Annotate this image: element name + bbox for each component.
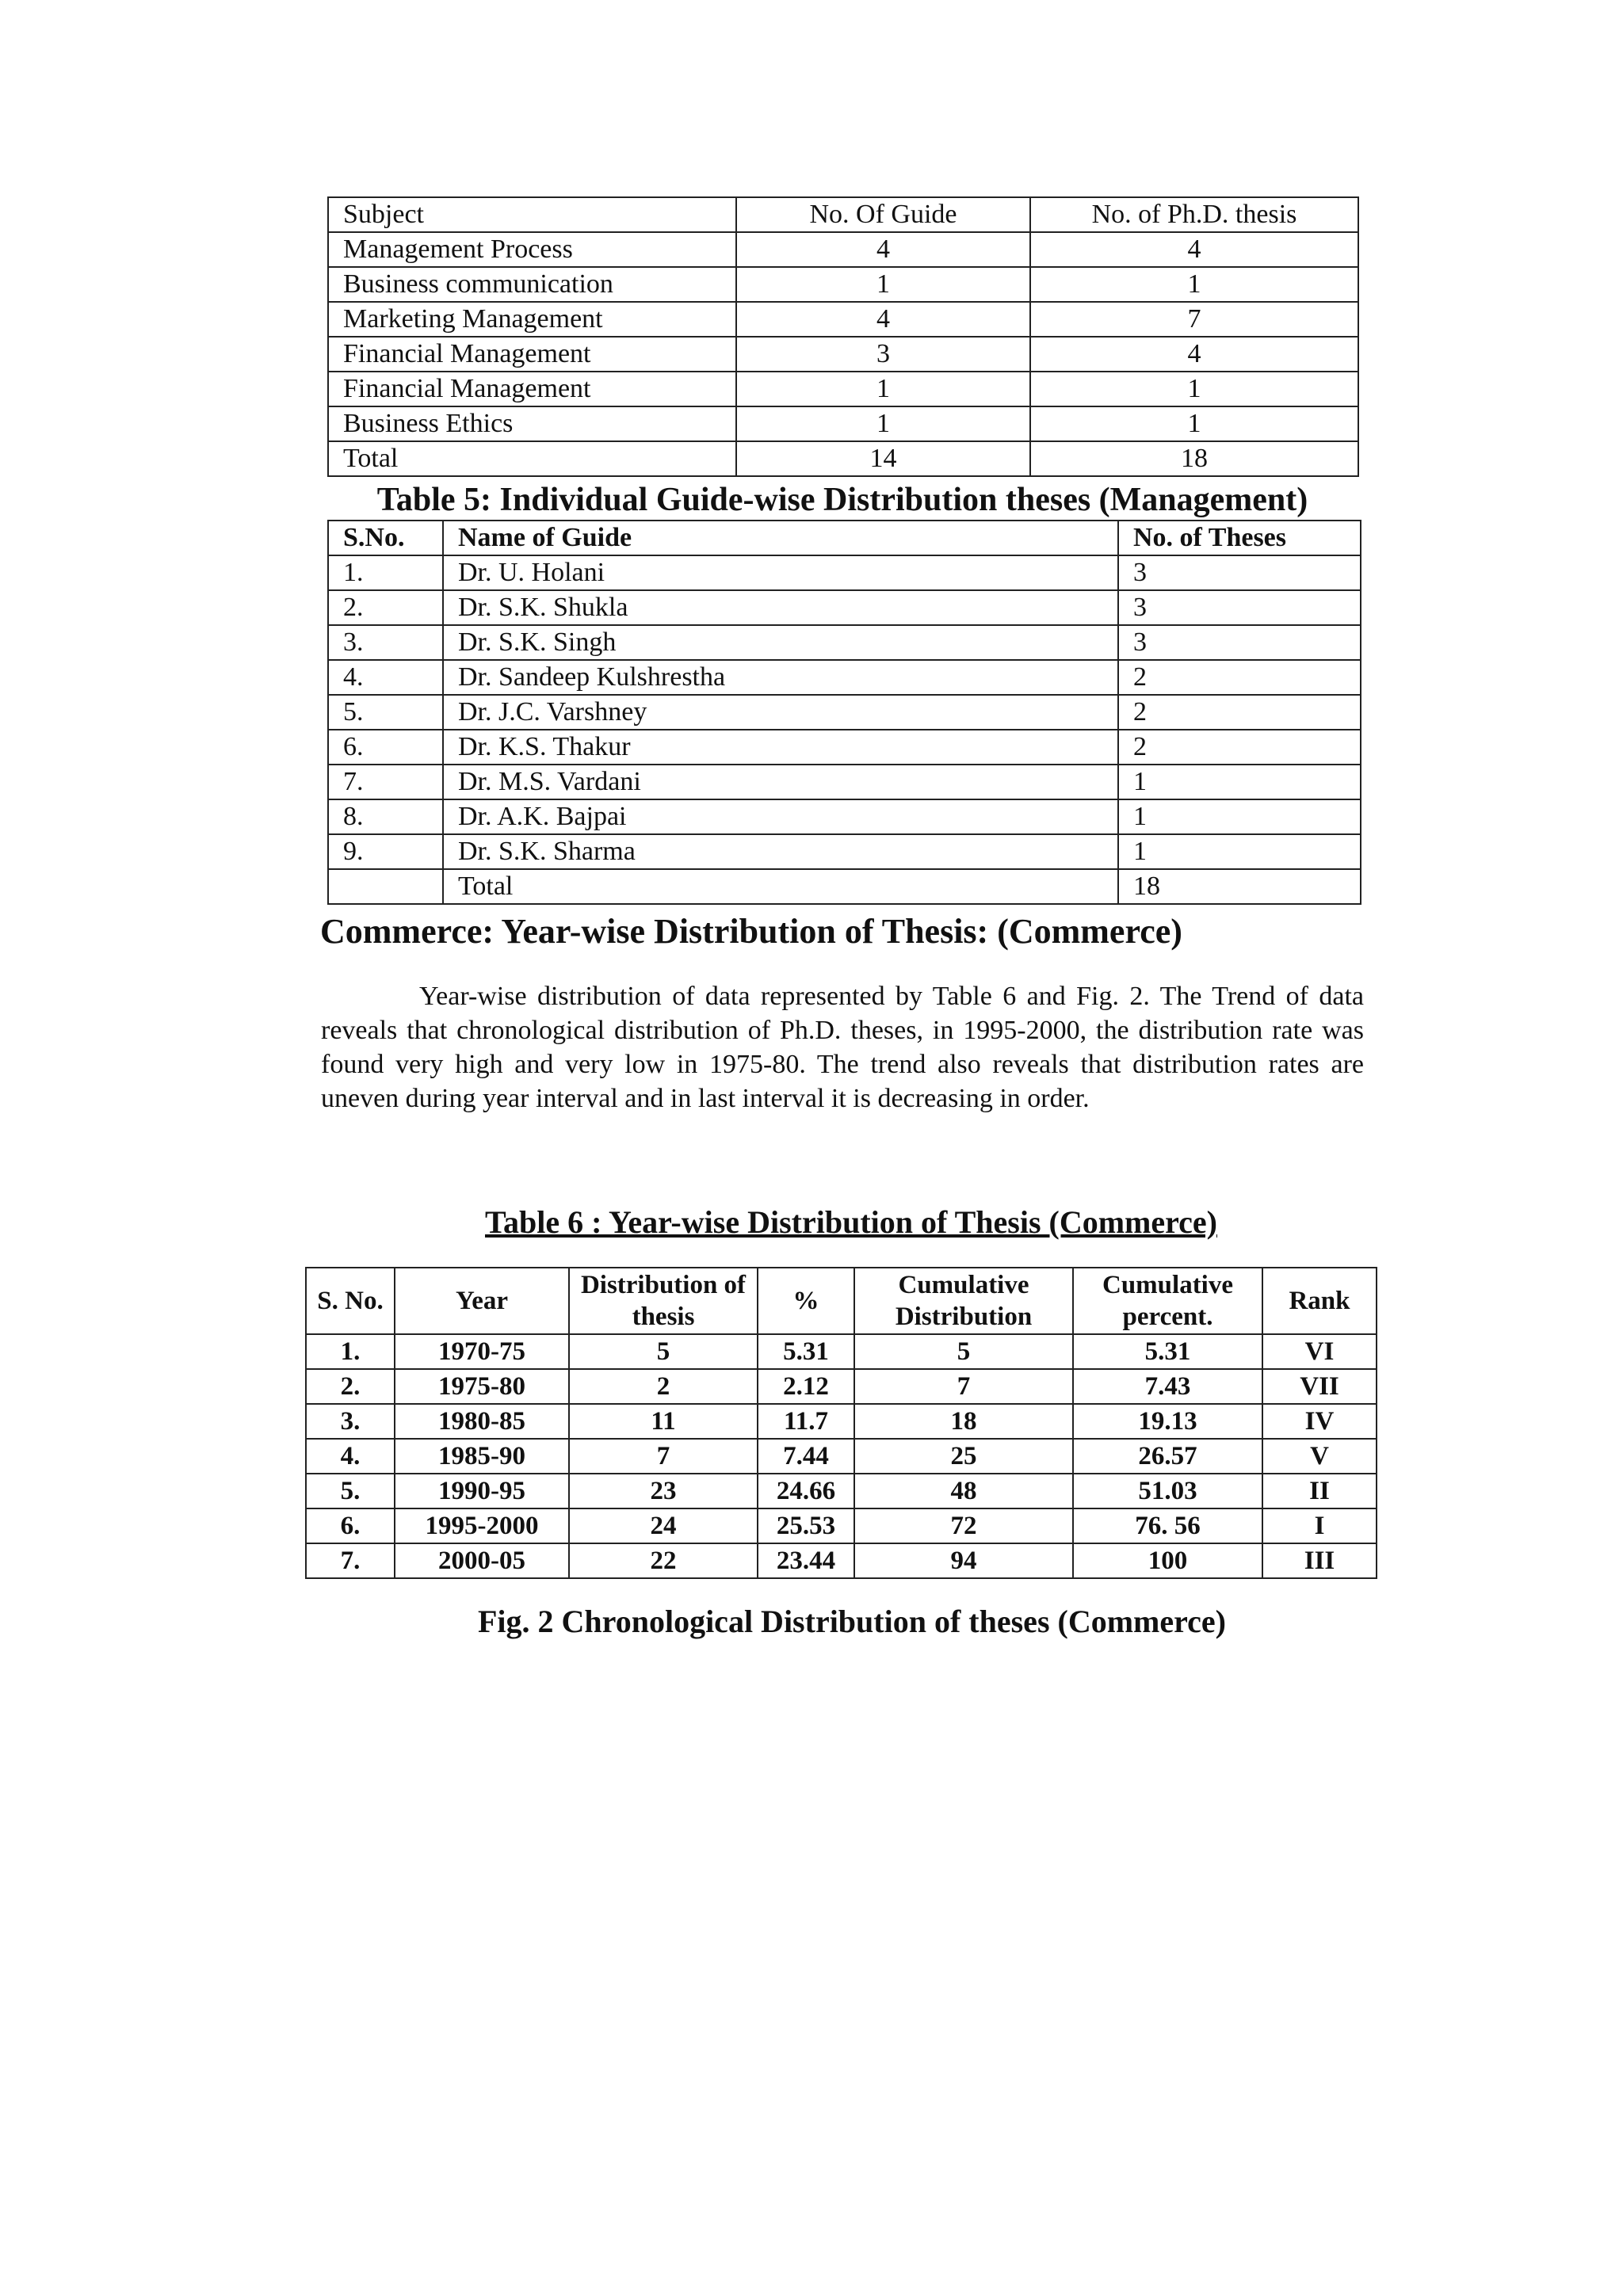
table-cell: 3	[1118, 625, 1361, 660]
table-cell: 7.43	[1073, 1369, 1262, 1404]
table-cell: Management Process	[328, 232, 736, 267]
table-cell: 2000-05	[395, 1543, 569, 1578]
column-header: Year	[395, 1268, 569, 1334]
table-cell: 1	[1030, 406, 1358, 441]
table-header-row	[328, 197, 1358, 232]
table-cell: Business communication	[328, 267, 736, 302]
table-cell: Dr. K.S. Thakur	[443, 730, 1118, 765]
table-header-row	[328, 521, 1361, 555]
column-header: Rank	[1262, 1268, 1377, 1334]
year-wise-table	[305, 1267, 1377, 1579]
table-cell: 11	[569, 1404, 758, 1439]
table-cell: 48	[854, 1474, 1073, 1508]
column-header: Subject	[328, 197, 736, 232]
table-cell: 1.	[328, 555, 443, 590]
table-cell: 18	[1118, 869, 1361, 904]
table-row	[328, 660, 1361, 695]
table-cell: 2	[569, 1369, 758, 1404]
table-cell: 22	[569, 1543, 758, 1578]
table-row	[328, 267, 1358, 302]
table-cell: 1	[736, 406, 1030, 441]
table-cell: VII	[1262, 1369, 1377, 1404]
table-row	[328, 590, 1361, 625]
table-cell: II	[1262, 1474, 1377, 1508]
table-cell: 4	[736, 232, 1030, 267]
table-cell: 23.44	[758, 1543, 854, 1578]
table-cell: 4	[1030, 232, 1358, 267]
table-row	[328, 730, 1361, 765]
table-row	[306, 1404, 1377, 1439]
table-cell: 1975-80	[395, 1369, 569, 1404]
table-cell: 1	[1118, 799, 1361, 834]
column-header: Cumulative percent.	[1073, 1268, 1262, 1334]
table-cell: 1995-2000	[395, 1508, 569, 1543]
table-cell: 25	[854, 1439, 1073, 1474]
table-cell: 24	[569, 1508, 758, 1543]
table-cell: 1990-95	[395, 1474, 569, 1508]
table-cell: 4.	[328, 660, 443, 695]
table-row	[328, 765, 1361, 799]
table-row	[328, 555, 1361, 590]
table-cell: 5.	[328, 695, 443, 730]
table-cell: 19.13	[1073, 1404, 1262, 1439]
table-cell: 6.	[328, 730, 443, 765]
table-cell: Dr. M.S. Vardani	[443, 765, 1118, 799]
table-cell: IV	[1262, 1404, 1377, 1439]
table-cell: 4	[1030, 337, 1358, 372]
table-row	[328, 232, 1358, 267]
table-cell: 1	[736, 372, 1030, 406]
table-cell: VI	[1262, 1334, 1377, 1369]
table-cell: Financial Management	[328, 337, 736, 372]
table-cell: 4	[736, 302, 1030, 337]
table-cell: 23	[569, 1474, 758, 1508]
table-cell: 7	[1030, 302, 1358, 337]
table-cell: 7.	[306, 1543, 395, 1578]
table-cell: Dr. J.C. Varshney	[443, 695, 1118, 730]
subject-table	[327, 196, 1359, 477]
table-cell: Dr. A.K. Bajpai	[443, 799, 1118, 834]
table-row	[328, 799, 1361, 834]
table-cell: Marketing Management	[328, 302, 736, 337]
table-cell: 2.	[328, 590, 443, 625]
table-cell: 76. 56	[1073, 1508, 1262, 1543]
table-cell: 1970-75	[395, 1334, 569, 1369]
column-header: %	[758, 1268, 854, 1334]
table-cell: 1	[1030, 372, 1358, 406]
table-cell: 6.	[306, 1508, 395, 1543]
table-cell: Dr. S.K. Sharma	[443, 834, 1118, 869]
table-cell: 2.	[306, 1369, 395, 1404]
body-paragraph: Year-wise distribution of data represented by Table 6 and Fig. 2. The Trend of data reveals that chronological distribution of Ph.D. theses, in 1995-2000, the distribution rate was found very high and very low in 1975-80. The trend also reveals that distribution rates are uneven during year interval and in last interval it is decreasing in order.	[321, 982, 1364, 1113]
table-cell: 7	[569, 1439, 758, 1474]
table-row	[306, 1369, 1377, 1404]
table-row	[306, 1508, 1377, 1543]
table-cell: 1	[1118, 765, 1361, 799]
table-row	[328, 625, 1361, 660]
table-cell: Dr. S.K. Singh	[443, 625, 1118, 660]
table-cell: 25.53	[758, 1508, 854, 1543]
table-cell: 14	[736, 441, 1030, 476]
table-row	[328, 302, 1358, 337]
table-cell: 72	[854, 1508, 1073, 1543]
table-cell: 24.66	[758, 1474, 854, 1508]
table-cell: 3	[1118, 555, 1361, 590]
table-cell: 5.	[306, 1474, 395, 1508]
table-cell: 3.	[306, 1404, 395, 1439]
column-header: No. Of Guide	[736, 197, 1030, 232]
table-cell: 5.31	[758, 1334, 854, 1369]
table-row	[328, 834, 1361, 869]
table-cell: 51.03	[1073, 1474, 1262, 1508]
table-cell: 2	[1118, 660, 1361, 695]
table5-caption: Table 5: Individual Guide-wise Distribution theses (Management)	[376, 482, 1308, 518]
table-cell: 1980-85	[395, 1404, 569, 1439]
table-cell: 7.	[328, 765, 443, 799]
table-cell: V	[1262, 1439, 1377, 1474]
table-cell: Dr. S.K. Shukla	[443, 590, 1118, 625]
table-cell: 2.12	[758, 1369, 854, 1404]
table-row	[328, 372, 1358, 406]
column-header: Name of Guide	[443, 521, 1118, 555]
table-cell: Total	[328, 441, 736, 476]
column-header: No. of Ph.D. thesis	[1030, 197, 1358, 232]
total-row	[328, 869, 1361, 904]
table-cell: 3.	[328, 625, 443, 660]
table-row	[328, 695, 1361, 730]
table-cell: 5	[569, 1334, 758, 1369]
table-cell: 2	[1118, 730, 1361, 765]
table-header-row	[306, 1268, 1377, 1334]
table-cell: 5	[854, 1334, 1073, 1369]
table-row	[328, 406, 1358, 441]
table-cell: 2	[1118, 695, 1361, 730]
column-header: S.No.	[328, 521, 443, 555]
table-cell: I	[1262, 1508, 1377, 1543]
table-cell: 5.31	[1073, 1334, 1262, 1369]
table-cell: III	[1262, 1543, 1377, 1578]
table-row	[328, 337, 1358, 372]
table-cell: Dr. U. Holani	[443, 555, 1118, 590]
table-cell: 9.	[328, 834, 443, 869]
table-cell: 7.44	[758, 1439, 854, 1474]
table-row	[306, 1334, 1377, 1369]
column-header: S. No.	[306, 1268, 395, 1334]
table-cell: Financial Management	[328, 372, 736, 406]
table-row	[306, 1439, 1377, 1474]
column-header: Cumulative Distribution	[854, 1268, 1073, 1334]
section-heading: Commerce: Year-wise Distribution of Thesis: (Commerce)	[320, 912, 1182, 951]
table-cell: Business Ethics	[328, 406, 736, 441]
table-cell: 3	[1118, 590, 1361, 625]
total-row	[328, 441, 1358, 476]
column-header: No. of Theses	[1118, 521, 1361, 555]
table-cell: 18	[854, 1404, 1073, 1439]
table-cell: 18	[1030, 441, 1358, 476]
table-cell: 94	[854, 1543, 1073, 1578]
table6-caption: Table 6 : Year-wise Distribution of Thesis (Commerce)	[485, 1204, 1217, 1240]
table-cell: 8.	[328, 799, 443, 834]
table-cell: 7	[854, 1369, 1073, 1404]
table-cell: 11.7	[758, 1404, 854, 1439]
table-cell: 3	[736, 337, 1030, 372]
table-cell: 1985-90	[395, 1439, 569, 1474]
guide-table	[327, 520, 1361, 905]
table-cell: Total	[443, 869, 1118, 904]
table-cell: 4.	[306, 1439, 395, 1474]
table-cell	[328, 869, 443, 904]
column-header: Distribution of thesis	[569, 1268, 758, 1334]
table-row	[306, 1543, 1377, 1578]
table-cell: 1	[1030, 267, 1358, 302]
figure-caption: Fig. 2 Chronological Distribution of theses (Commerce)	[478, 1604, 1226, 1639]
table-row	[306, 1474, 1377, 1508]
table-cell: 26.57	[1073, 1439, 1262, 1474]
table-cell: 1.	[306, 1334, 395, 1369]
table-cell: 1	[1118, 834, 1361, 869]
table-cell: 100	[1073, 1543, 1262, 1578]
table-cell: Dr. Sandeep Kulshrestha	[443, 660, 1118, 695]
table-cell: 1	[736, 267, 1030, 302]
